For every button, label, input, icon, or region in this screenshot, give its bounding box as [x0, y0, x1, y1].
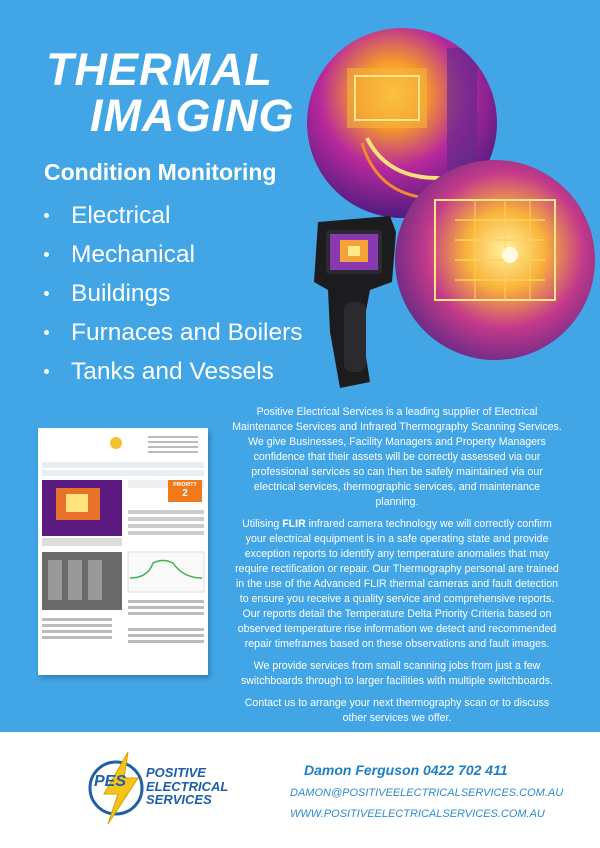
services-list — [44, 196, 303, 391]
bullet-icon — [44, 213, 49, 218]
contact-email[interactable]: DAMON@POSITIVEELECTRICALSERVICES.COM.AU — [290, 787, 564, 799]
contact-website[interactable]: WWW.POSITIVEELECTRICALSERVICES.COM.AU — [290, 808, 545, 820]
body-paragraph-3: We provide services from small scanning jobs from just a few switchboards through to larger facilities with multiple switchboards. — [240, 660, 554, 687]
body-paragraph-1: Positive Electrical Services is a leading supplier of Electrical Maintenance Services and Infrared Thermography Scanning Services. We give Businesses, Facility Managers and Property Managers confidence that their assets will be correctly assessed via our professional services so can then be safely maintained via our electrical services, thermographic services, and maintenance planning. — [232, 406, 562, 508]
title-line-1: THERMAL — [46, 44, 273, 95]
service-item: Electrical — [44, 196, 303, 235]
service-item: Furnaces and Boilers — [44, 313, 303, 352]
body-paragraph-4: Contact us to arrange your next thermography scan or to discuss other services we offer. — [244, 697, 550, 724]
body-text — [232, 405, 562, 733]
brand-flir: FLIR — [282, 518, 306, 530]
subtitle: Condition Monitoring — [44, 159, 277, 185]
bullet-icon — [44, 330, 49, 335]
company-name: POSITIVE ELECTRICAL SERVICES — [146, 765, 229, 807]
contact-name-phone: Damon Ferguson 0422 702 411 — [304, 762, 508, 778]
bullet-icon — [44, 252, 49, 257]
service-item: Tanks and Vessels — [44, 352, 303, 391]
bullet-icon — [44, 291, 49, 296]
priority-label: PRIORITY — [173, 482, 197, 488]
sample-report-image — [38, 428, 208, 675]
bullet-icon — [44, 369, 49, 374]
logo-initials: PES — [94, 773, 127, 790]
thermal-image-circle-bottom — [395, 160, 595, 360]
priority-value: 2 — [182, 488, 188, 499]
title-line-2: IMAGING — [90, 90, 295, 141]
service-item: Buildings — [44, 274, 303, 313]
body-paragraph-2: Utilising FLIR infrared camera technology we will correctly confirm your electrical equipment is in a safe operating state and provide exception reports to identify any temperature anomalies that may require rectification or repair. Our Thermography personal are trained in the use of the Advanced FLIR thermal cameras and fault detection to ensure you receive a quality service and comprehensive reports. Our reports detail the Temperature Delta Priority Criteria based on observed temperature rise information we detect and recommended repair timeframes based on these observations and fault images. — [235, 518, 559, 650]
thermal-camera-image — [300, 212, 400, 392]
service-item: Mechanical — [44, 235, 303, 274]
